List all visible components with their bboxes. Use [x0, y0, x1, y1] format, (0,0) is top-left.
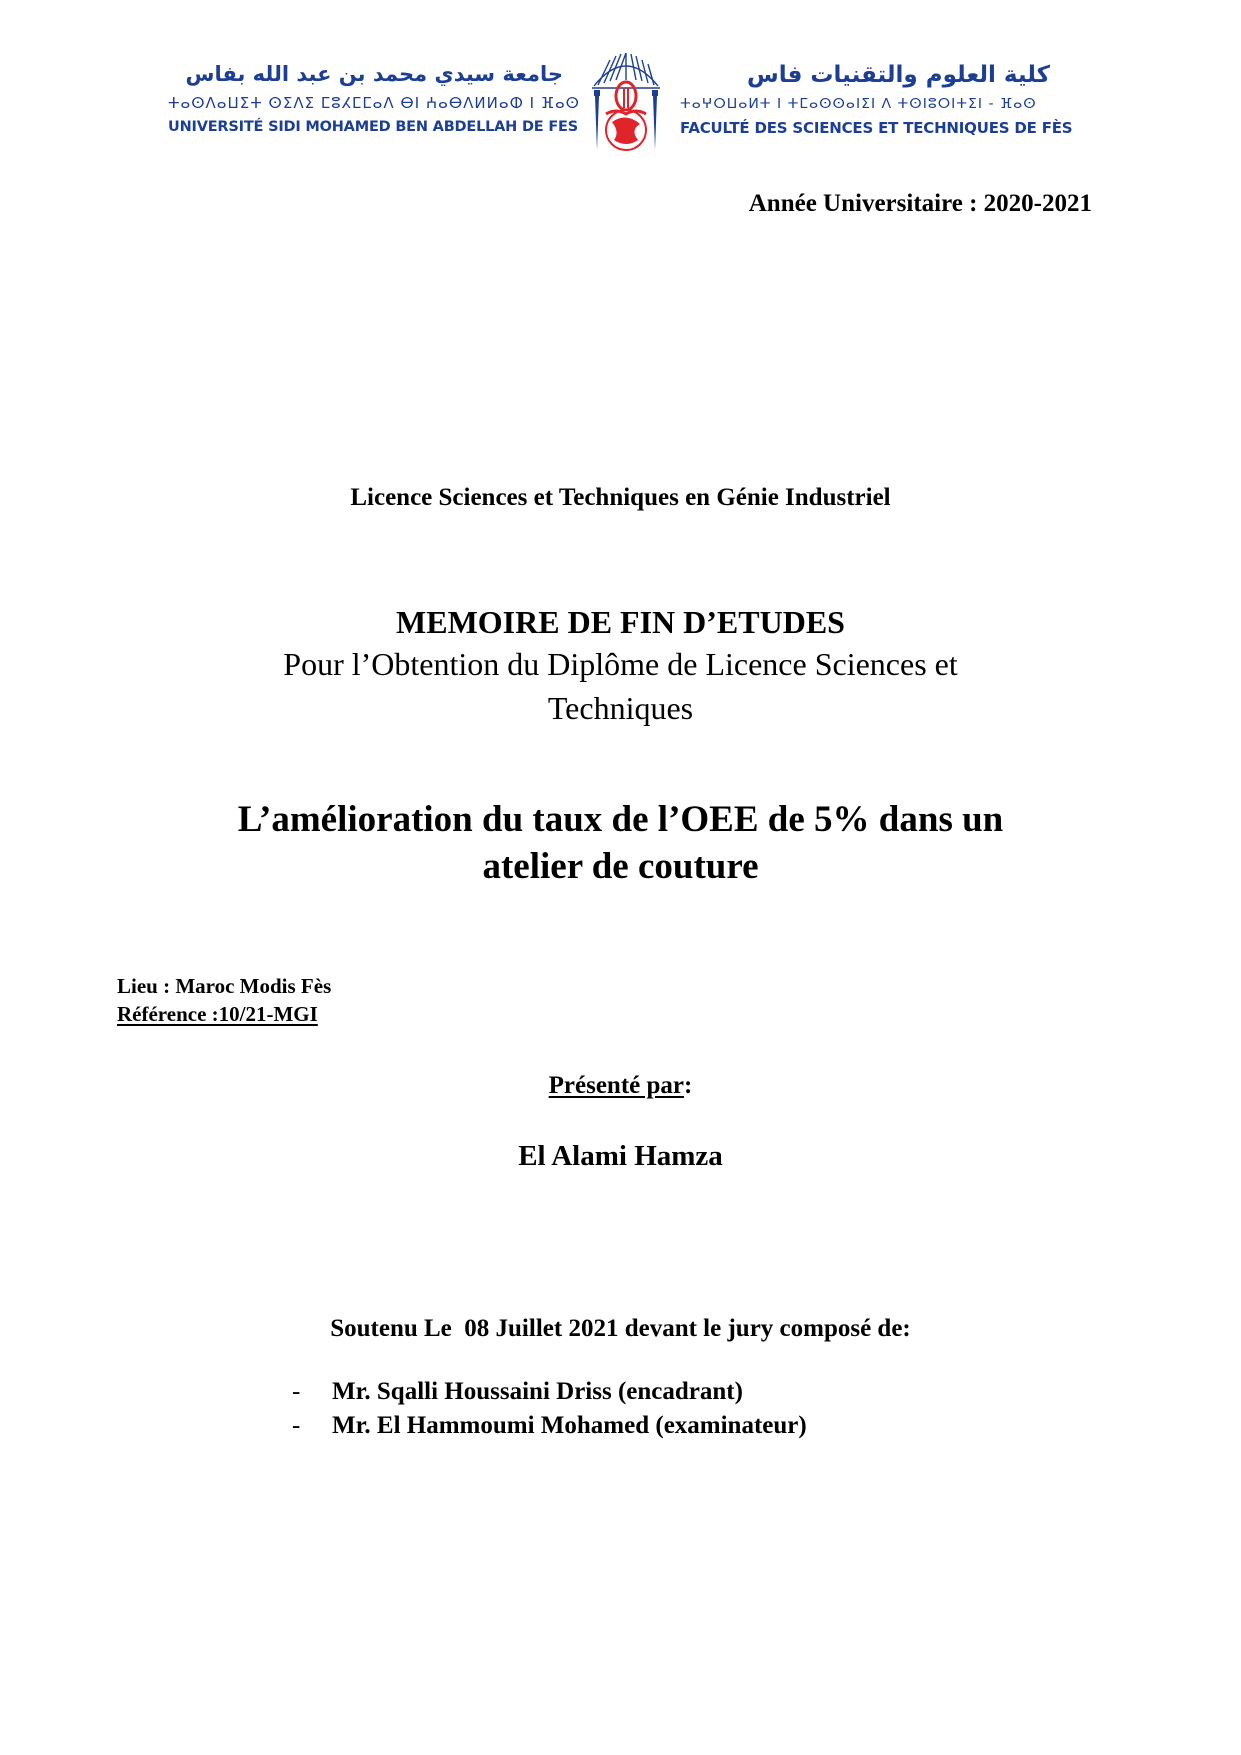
author-name: El Alami Hamza: [518, 1140, 723, 1172]
faculty-logo: [680, 62, 1100, 152]
university-name-latin: UNIVERSITÉ SIDI MOHAMED BEN ABDELLAH DE FES: [168, 119, 579, 135]
memoire-subtitle-line1: Pour l’Obtention du Diplôme de Licence Sciences et: [283, 646, 958, 682]
list-bullet: -: [292, 1378, 301, 1405]
program-name: Licence Sciences et Techniques en Génie Industriel: [350, 484, 891, 511]
list-bullet: -: [292, 1412, 301, 1439]
presented-by-heading: [0, 1072, 1241, 1100]
faculty-name-tifinagh: ⵜⴰⵖⵔⵡⴰⵍⵜ ⵏ ⵜⵎⴰⵙⵙⴰⵏⵉⵏ ⴷ ⵜⵙⵏⵓⵔⵏⵜⵉⵏ - ⴼⴰⵙ: [680, 96, 1037, 112]
thesis-title-line1: L’amélioration du taux de l’OEE de 5% dans un: [237, 799, 1004, 840]
jury-member: [292, 1409, 807, 1443]
thesis-title-line2: atelier de couture: [482, 846, 759, 887]
reference: Référence :10/21-MGI: [117, 1002, 318, 1026]
university-name-arabic: جامعة سيدي محمد بن عبد الله بفاس: [185, 62, 563, 86]
location: Lieu : Maroc Modis Fès: [117, 974, 332, 998]
faculty-name-latin: FACULTÉ DES SCIENCES ET TECHNIQUES DE FÈS: [680, 119, 1073, 137]
memoire-subtitle-line2: Techniques: [547, 690, 694, 726]
academic-year: Année Universitaire : 2020-2021: [748, 190, 1092, 217]
jury-member-name: Mr. Sqalli Houssaini Driss (encadrant): [332, 1378, 743, 1405]
jury-member: [292, 1375, 807, 1409]
presented-by-colon: :: [684, 1072, 693, 1099]
presented-by-label: Présenté par: [548, 1072, 685, 1099]
memoire-title: MEMOIRE DE FIN D’ETUDES: [396, 604, 845, 640]
jury-member-name: Mr. El Hammoumi Mohamed (examinateur): [332, 1412, 807, 1439]
faculty-name-arabic: كلية العلوم والتقنيات فاس: [746, 62, 1050, 88]
defense-statement: Soutenu Le 08 Juillet 2021 devant le jury composé de:: [330, 1315, 911, 1342]
university-logo: [168, 62, 580, 152]
university-emblem-icon: [580, 52, 672, 157]
university-name-tifinagh: ⵜⴰⵙⴷⴰⵡⵉⵜ ⵙⵉⴷⵉ ⵎⵓⵃⵎⵎⴰⴷ ⴱⵏ ⵄⴰⴱⴷⵍⵍⴰⵀ ⵏ ⴼⴰⵙ: [168, 94, 580, 112]
jury-list: [292, 1375, 807, 1443]
